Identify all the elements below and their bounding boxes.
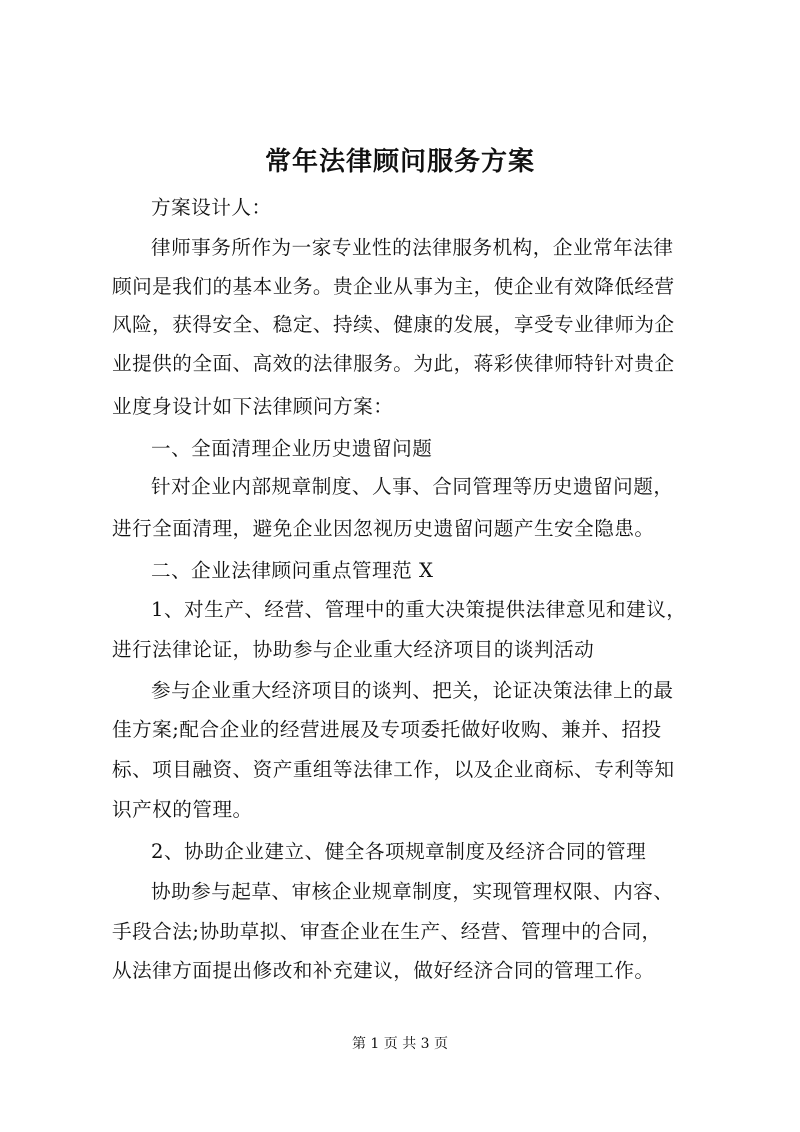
text-line: 佳方案;配合企业的经营进展及专项委托做好收购、兼并、招投 <box>112 718 662 741</box>
text-line: 针对企业内部规章制度、人事、合同管理等历史遗留问题， <box>151 475 674 498</box>
text-line: 律师事务所作为一家专业性的法律服务机构，企业常年法律 <box>151 236 674 259</box>
text-line: 从法律方面提出修改和补充建议，做好经济合同的管理工作。 <box>112 959 655 982</box>
section-heading: 一、全面清理企业历史遗留问题 <box>151 437 433 460</box>
text-line: 手段合法;协助草拟、审查企业在生产、经营、管理中的合同， <box>112 920 662 943</box>
text-line: 方案设计人： <box>151 196 272 219</box>
text-line: 标、项目融资、资产重组等法律工作，以及企业商标、专利等知 <box>112 758 675 781</box>
text-line: 2、协助企业建立、健全各项规章制度及经济合同的管理 <box>151 840 647 863</box>
text-line: 进行法律论证，协助参与企业重大经济项目的谈判活动 <box>112 638 595 661</box>
page-footer: 第 1 页 共 3 页 <box>351 1036 449 1052</box>
text-line: 业度身设计如下法律顾问方案： <box>112 395 394 418</box>
text-line: 识产权的管理。 <box>112 798 253 821</box>
text-line: 业提供的全面、高效的法律服务。为此，蒋彩侠律师特针对贵企 <box>112 352 675 375</box>
text-line: 顾问是我们的基本业务。贵企业从事为主，使企业有效降低经营 <box>112 275 675 298</box>
text-line: 参与企业重大经济项目的谈判、把关，论证决策法律上的最 <box>151 679 674 702</box>
text-line: 进行全面清理，避免企业因忽视历史遗留问题产生安全隐患。 <box>112 517 655 540</box>
text-line: 协助参与起草、审核企业规章制度，实现管理权限、内容、 <box>151 880 674 903</box>
text-line: 1、对生产、经营、管理中的重大决策提供法律意见和建议， <box>151 598 687 621</box>
document-title: 常年法律顾问服务方案 <box>264 147 535 177</box>
section-heading: 二、企业法律顾问重点管理范 X <box>151 559 434 582</box>
text-line: 风险，获得安全、稳定、持续、健康的发展，享受专业律师为企 <box>112 313 675 336</box>
